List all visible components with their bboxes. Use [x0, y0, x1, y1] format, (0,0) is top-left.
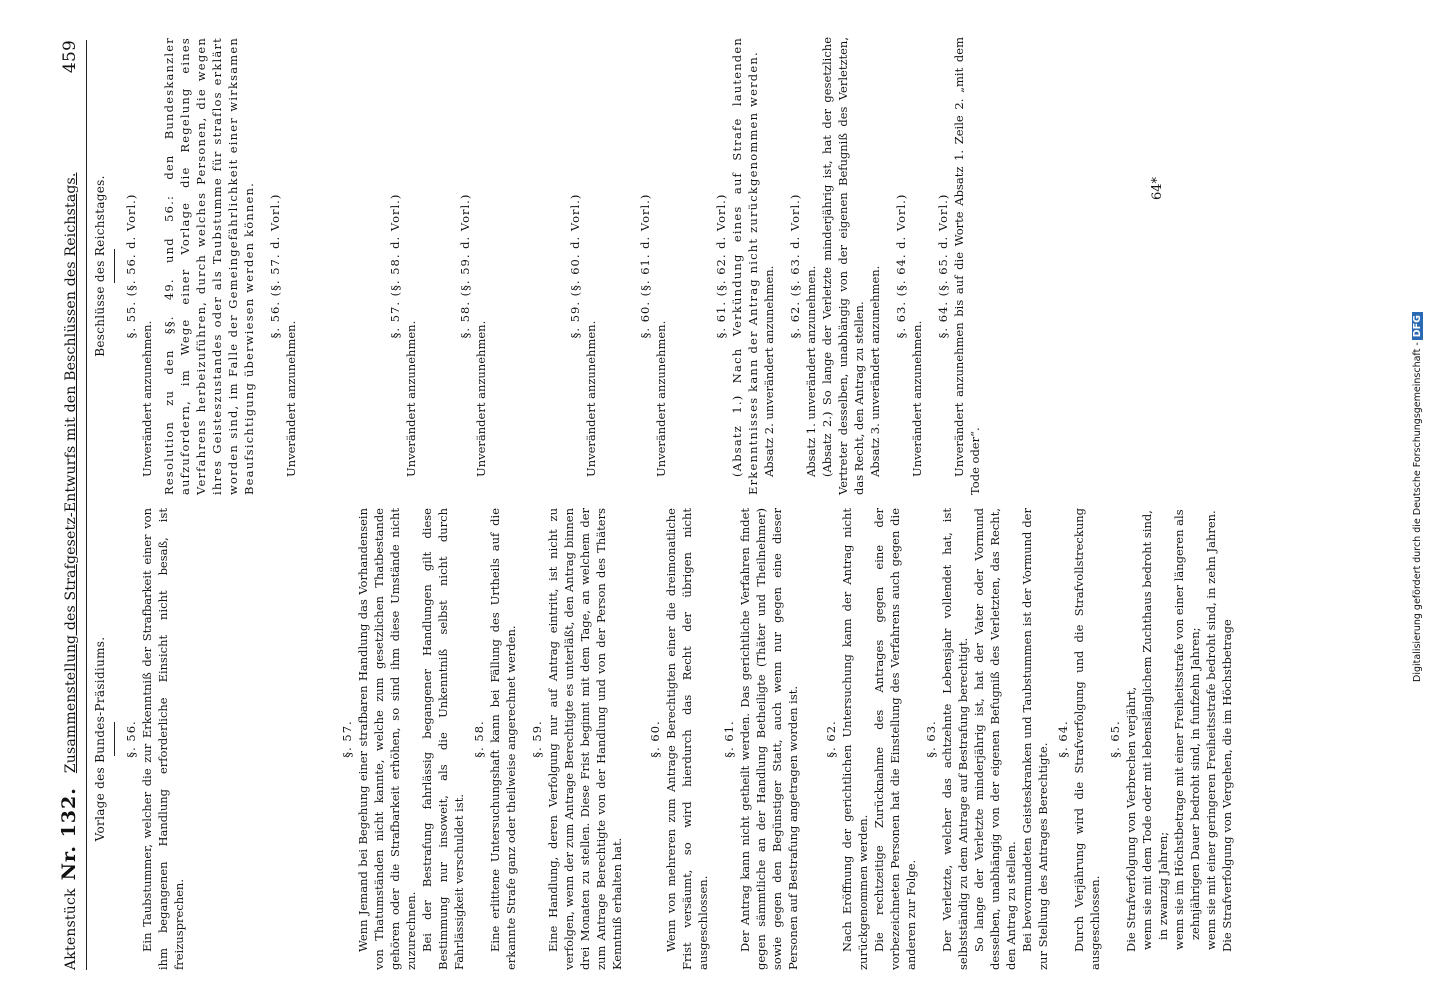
divider — [114, 722, 115, 756]
section-text: Die rechtzeitige Zurücknahme des Antrages gegen eine der vorbezeichneten Personen hat die Einstellung des Verfahrens auch gegen die anderen zur Folge. — [872, 508, 918, 970]
section-text: Unverändert anzunehmen. — [284, 320, 298, 477]
divider — [114, 249, 115, 283]
section-text: Bei bevormundeten Geisteskranken und Taubstummen ist der Vormund der zur Stellung des Antrages Berechtigte. — [1020, 508, 1050, 970]
section-text: Ein Taubstummer, welcher die zur Erkenntniß der Strafbarkeit einer von ihm begangenen Handlung erforderliche Einsicht nicht besaß, ist freizusprechen. — [140, 508, 186, 970]
section-text: So lange der Verletzte minderjährig ist, hat der Vater oder Vormund desselben, unabhängig von der eigenen Befugniß des Verletzten, das Recht, den Antrag zu stellen. — [972, 508, 1018, 970]
section-text: Unverändert anzunehmen. — [654, 320, 668, 477]
sheet-mark: 64* — [1150, 176, 1165, 200]
left-column-heading: Vorlage des Bundes-Präsidiums. — [93, 636, 107, 842]
section-text: (Absatz 1.) Nach Verkündung eines auf Strafe lautenden Erkenntnisses kann der Antrag nicht zurückgenommen werden. — [730, 37, 760, 495]
section-heading: §. 59. — [530, 720, 544, 758]
section-text: Die Strafverfolgung von Vergehen, die im Höchstbetrage — [1220, 619, 1234, 952]
doc-title: Zusammenstellung des Strafgesetz-Entwurfs mit den Beschlüssen des Reichstags. — [63, 172, 79, 774]
section-heading: §. 64. — [1056, 720, 1070, 758]
section-heading: §. 57. — [340, 720, 354, 758]
section-text: Unverändert anzunehmen. — [584, 320, 598, 477]
right-column-heading: Beschlüsse des Reichstages. — [93, 175, 107, 357]
section-text: Wenn Jemand bei Begehung einer strafbaren Handlung das Vorhandensein von Thatumständen nicht kannte, welche zum gesetzlichen Thatbestande gehören oder die Strafbarkeit erhöhen, so sind ihm diese Umstände nicht zuzurechnen. — [356, 508, 418, 970]
list-item: wenn sie mit dem Tode oder mit lebenslänglichem Zuchthaus bedroht sind, in zwanzig Jahren; — [1140, 510, 1170, 950]
section-heading: §. 58. — [472, 720, 486, 758]
section-text: Unverändert anzunehmen bis auf die Worte Absatz 1. Zeile 2. „mit dem Tode oder“. — [952, 37, 982, 495]
section-heading: §. 61. (§. 62. d. Vorl.) — [714, 193, 728, 339]
left-column — [92, 508, 1235, 970]
header-rule — [86, 40, 87, 970]
section-text: Absatz 1. unverändert anzunehmen. — [804, 265, 818, 477]
section-text: Wenn von mehreren zum Antrage Berechtigten einer die dreimonatliche Frist versäumt, so wird hierdurch das Recht der übrigen nicht ausgeschlossen. — [664, 508, 710, 970]
page-header — [58, 40, 84, 970]
section-heading: §. 65. — [1108, 720, 1122, 758]
list-item: wenn sie mit einer geringeren Freiheitsstrafe bedroht sind, in zehn Jahren. — [1204, 510, 1218, 950]
section-heading: §. 56. — [124, 720, 138, 758]
doc-number: Nr. 132. — [58, 787, 80, 881]
section-text: Unverändert anzunehmen. — [474, 320, 488, 477]
section-heading: §. 63. — [924, 720, 938, 758]
section-heading: §. 62. (§. 63. d. Vorl.) — [788, 193, 802, 339]
section-text: Der Antrag kann nicht getheilt werden. Das gerichtliche Verfahren findet gegen sämmtliche an der Handlung Betheiligte (Thäter und Theilnehmer) sowie gegen den Begünstiger Statt, auch wenn nur gegen eine dieser Personen auf Bestrafung angetragen worden ist. — [738, 508, 800, 970]
section-heading: §. 58. (§. 59. d. Vorl.) — [458, 193, 472, 339]
section-heading: §. 62. — [824, 720, 838, 758]
list-item: wenn sie im Höchstbetrage mit einer Freiheitsstrafe von einer längeren als zehnjährigen Dauer bedroht sind, in funfzehn Jahren; — [1172, 509, 1202, 950]
section-heading: §. 59. (§. 60. d. Vorl.) — [568, 193, 582, 339]
section-heading: §. 60. — [648, 720, 662, 758]
section-text: Absatz 2. unverändert anzunehmen. — [762, 265, 776, 477]
section-text: Nach Eröffnung der gerichtlichen Untersuchung kann der Antrag nicht zurückgenommen werden. — [840, 508, 870, 970]
section-heading: §. 60. (§. 61. d. Vorl.) — [638, 193, 652, 339]
digitization-stamp — [1412, 2, 1423, 992]
page-number: 459 — [60, 40, 80, 74]
dfg-logo: DFG — [1412, 312, 1423, 340]
section-text: Eine erlittene Untersuchungshaft kann bei Fällung des Urtheils auf die erkannte Strafe ganz oder theilweise angerechnet werden. — [488, 508, 518, 970]
right-column — [92, 37, 983, 495]
section-text: Unverändert anzunehmen. — [404, 320, 418, 477]
section-text: Die Strafverfolgung von Verbrechen verjährt, — [1124, 686, 1138, 952]
doc-label: Aktenstück — [63, 888, 79, 970]
section-heading: §. 64. (§. 65. d. Vorl.) — [936, 193, 950, 339]
section-heading: §. 57. (§. 58. d. Vorl.) — [388, 193, 402, 339]
section-text: Bei der Bestrafung fahrlässig begangener Handlungen gilt diese Bestimmung nur insoweit, als die Unkenntniß selbst nicht durch Fahrlässigkeit verschuldet ist. — [420, 508, 466, 970]
section-heading: §. 63. (§. 64. d. Vorl.) — [894, 193, 908, 339]
section-heading: §. 56. (§. 57. d. Vorl.) — [268, 193, 282, 339]
section-text: Unverändert anzunehmen. — [910, 320, 924, 477]
section-heading: §. 55. (§. 56. d. Vorl.) — [124, 193, 138, 339]
resolution-text: Resolution zu den §§. 49. und 56.: den Bundeskanzler aufzufordern, im Wege einer Vorlage die Regelung eines Verfahrens herbeizuführen, durch welches Personen, die wegen ihres Geisteszustandes oder als Taubstumme für straflos erklärt worden sind, im Falle der Gemeingefährlichkeit einer wirksamen Beaufsichtigung überwiesen werden können. — [162, 37, 256, 495]
section-heading: §. 61. — [722, 720, 736, 758]
section-text: Absatz 3. unverändert anzunehmen. — [868, 265, 882, 477]
section-text: Durch Verjährung wird die Strafverfolgung und die Strafvollstreckung ausgeschlossen. — [1072, 508, 1102, 970]
section-text: Eine Handlung, deren Verfolgung nur auf Antrag eintritt, ist nicht zu verfolgen, wenn der zum Antrage Berechtigte es unterläßt, den Antrag binnen drei Monaten zu stellen. Diese Frist beginnt mit dem Tage, an welchem der zum Antrage Berechtigte von der Handlung und von der Person des Thäters Kenntniß erhalten hat. — [546, 508, 624, 970]
section-text: Unverändert anzunehmen. — [140, 320, 154, 477]
section-text: Der Verletzte, welcher das achtzehnte Lebensjahr vollendet hat, ist selbstständig zu dem Antrage auf Bestrafung berechtigt. — [940, 508, 970, 970]
stamp-text: Digitalisierung gefördert durch die Deutsche Forschungsgemeinschaft - — [1412, 342, 1423, 682]
section-text: (Absatz 2.) So lange der Verletzte minderjährig ist, hat der gesetzliche Vertreter desselben, unabhängig von der eigenen Befugniß des Verletzten, das Recht, den Antrag zu stellen. — [820, 37, 866, 495]
